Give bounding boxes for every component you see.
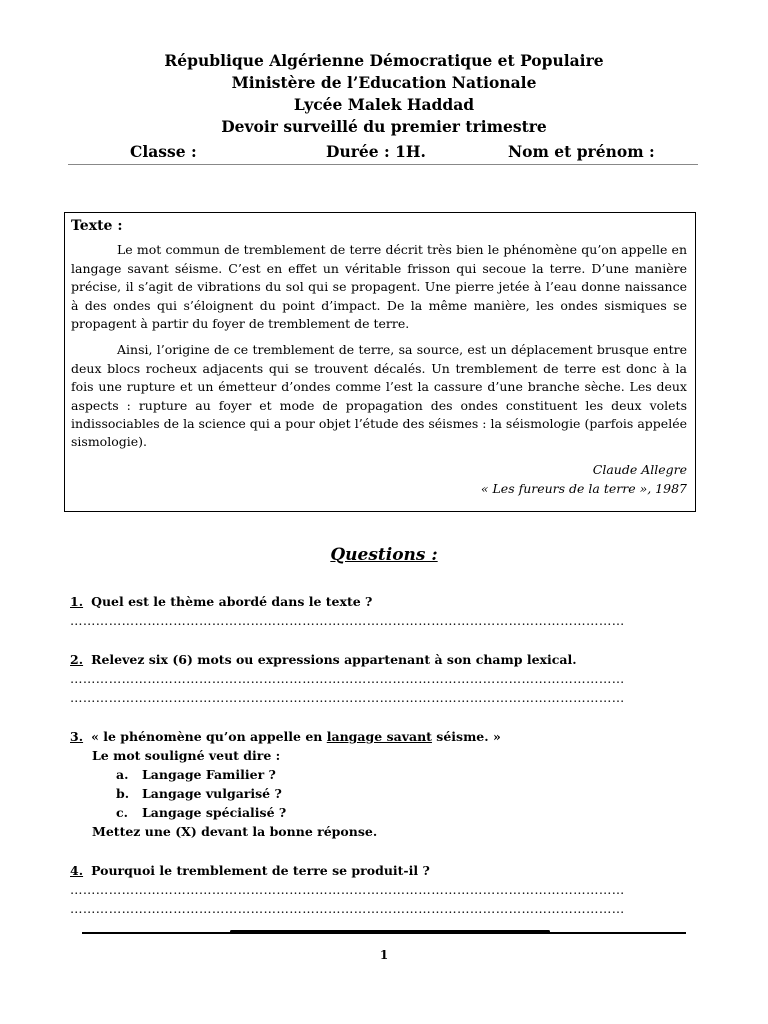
question-3-quote-end: séisme. » <box>431 729 501 744</box>
option-b <box>70 784 700 803</box>
underlined-word: langage savant <box>326 729 432 744</box>
meta-classe: Classe : <box>130 142 197 161</box>
question-3-quote-start: « le phénomène qu’on appelle en <box>91 729 327 744</box>
option-b-label: b. <box>116 786 130 801</box>
text-box <box>64 212 696 512</box>
question-2-text: Relevez six (6) mots ou expressions appartenant à son champ lexical. <box>91 652 577 667</box>
answer-line-4a: ………………………………………………………………………………………………………………… <box>70 882 625 897</box>
question-1 <box>70 592 700 630</box>
text-paragraph-2: Ainsi, l’origine de ce tremblement de terre, sa source, est un déplacement brusque entre deux blocs rocheux adjacents qui se trouvent décalés. Un tremblement de terre est donc à la fois une rupture et un émetteur d’ondes comme l’est la cassure d’une branche sèche. Les deux aspects : rupture au foyer et mode de propagation des ondes constituent les deux volets indissociables de la science qui a pour objet l’étude des séismes : la séismologie (parfois appelée sismologie). <box>71 342 687 450</box>
header-school: Lycée Malek Haddad <box>293 95 475 114</box>
option-c-text: Langage spécialisé ? <box>142 805 287 820</box>
header-exam-title: Devoir surveillé du premier trimestre <box>221 117 547 136</box>
footer-divider-accent <box>230 930 550 933</box>
question-1-text: Quel est le thème abordé dans le texte ? <box>91 594 373 609</box>
meta-duree: Durée : 1H. <box>326 142 426 161</box>
option-c-label: c. <box>116 805 128 820</box>
question-3 <box>70 727 700 841</box>
option-c <box>70 803 700 822</box>
question-3-prompt: Le mot souligné veut dire : <box>92 748 281 763</box>
option-a-label: a. <box>116 767 129 782</box>
question-3-instruction: Mettez une (X) devant la bonne réponse. <box>92 824 378 839</box>
header-divider <box>68 164 698 165</box>
answer-line-2a: ………………………………………………………………………………………………………………… <box>70 671 625 686</box>
meta-nom: Nom et prénom : <box>508 142 655 161</box>
citation-source: « Les fureurs de la terre », 1987 <box>480 480 687 496</box>
answer-line-2b: ………………………………………………………………………………………………………………… <box>70 690 625 705</box>
question-3-number: 3. <box>70 729 84 744</box>
option-a <box>70 765 700 784</box>
document-header <box>0 50 768 138</box>
question-2-number: 2. <box>70 652 84 667</box>
citation-author: Claude Allegre <box>592 461 687 477</box>
question-4-number: 4. <box>70 863 84 878</box>
text-title: Texte : <box>71 218 123 234</box>
option-b-text: Langage vulgarisé ? <box>142 786 282 801</box>
header-republic: République Algérienne Démocratique et Populaire <box>164 51 604 70</box>
question-2 <box>70 650 700 707</box>
header-ministry: Ministère de l’Education Nationale <box>231 73 537 92</box>
question-4-text: Pourquoi le tremblement de terre se produit-il ? <box>91 863 430 878</box>
text-paragraph-1: Le mot commun de tremblement de terre décrit très bien le phénomène qu’on appelle en langage savant séisme. C’est en effet un véritable frisson qui secoue la terre. D’une manière précise, il s’agit de vibrations du sol qui se propagent. Une pierre jetée à l’eau donne naissance à des ondes qui s’éloignent du point d’impact. De la même manière, les ondes sismiques se propagent à partir du foyer de tremblement de terre. <box>71 242 687 332</box>
page-number: 1 <box>379 948 389 962</box>
questions-title: Questions : <box>330 545 438 565</box>
question-1-number: 1. <box>70 594 84 609</box>
answer-line-1: ………………………………………………………………………………………………………………… <box>70 613 625 628</box>
option-a-text: Langage Familier ? <box>142 767 276 782</box>
question-4 <box>70 861 700 918</box>
answer-line-4b: ………………………………………………………………………………………………………………… <box>70 901 625 916</box>
